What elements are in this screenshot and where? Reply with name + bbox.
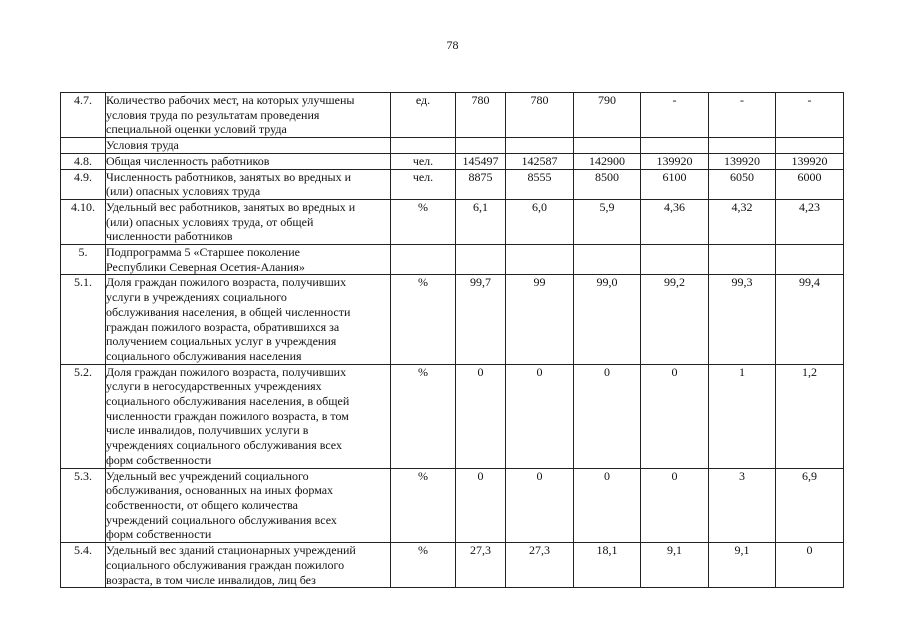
value-cell: - (641, 93, 709, 138)
description-line: социального обслуживания граждан пожилого (106, 557, 345, 572)
unit-cell: чел. (391, 153, 456, 169)
value-cell (456, 138, 506, 154)
value-cell: 780 (456, 93, 506, 138)
value-cell: 8555 (506, 169, 574, 199)
value-cell: - (709, 93, 776, 138)
table-row (61, 275, 844, 364)
value-cell: 27,3 (456, 543, 506, 588)
unit-cell: % (391, 364, 456, 468)
table-row (61, 245, 844, 275)
value-cell: 145497 (456, 153, 506, 169)
row-number-cell (61, 138, 106, 154)
unit-cell (391, 245, 456, 275)
value-cell: 99,4 (776, 275, 844, 364)
description-cell (106, 275, 391, 364)
row-number-cell: 5.4. (61, 543, 106, 588)
value-cell (506, 138, 574, 154)
description-line: Республики Северная Осетия-Алания» (106, 259, 305, 274)
value-cell: 142900 (574, 153, 641, 169)
description-line: социального обслуживания населения, в общей (106, 394, 350, 409)
value-cell: 6100 (641, 169, 709, 199)
value-cell: 5,9 (574, 199, 641, 244)
value-cell: - (776, 93, 844, 138)
value-cell: 0 (776, 543, 844, 588)
unit-cell: % (391, 275, 456, 364)
description-line: граждан пожилого возраста, обратившихся за (106, 319, 340, 334)
description-line: обслуживания, основанных на иных формах (106, 483, 334, 498)
unit-cell: % (391, 468, 456, 543)
table-row (61, 543, 844, 588)
value-cell: 18,1 (574, 543, 641, 588)
unit-cell: ед. (391, 93, 456, 138)
description-line: услуги в негосударственных учреждениях (106, 379, 322, 394)
description-cell (106, 138, 391, 154)
value-cell: 1,2 (776, 364, 844, 468)
value-cell: 0 (456, 364, 506, 468)
row-number-cell: 4.10. (61, 199, 106, 244)
table-row (61, 169, 844, 199)
value-cell (709, 245, 776, 275)
value-cell: 99,2 (641, 275, 709, 364)
description-cell (106, 153, 391, 169)
description-line: форм собственности (106, 527, 212, 542)
value-cell (641, 138, 709, 154)
description-line: численности граждан пожилого возраста, в том (106, 408, 349, 423)
description-line: Подпрограмма 5 «Старшее поколение (106, 245, 300, 260)
unit-cell: % (391, 543, 456, 588)
value-cell: 99,7 (456, 275, 506, 364)
description-line: Общая численность работников (106, 153, 270, 168)
value-cell: 0 (641, 468, 709, 543)
row-number-cell: 5.3. (61, 468, 106, 543)
value-cell: 3 (709, 468, 776, 543)
value-cell (709, 138, 776, 154)
description-line: Численность работников, занятых во вредных и (106, 169, 352, 184)
value-cell: 9,1 (641, 543, 709, 588)
value-cell: 6050 (709, 169, 776, 199)
value-cell: 4,23 (776, 199, 844, 244)
value-cell: 139920 (641, 153, 709, 169)
description-line: учреждений социального обслуживания всех (106, 512, 337, 527)
indicators-table (60, 92, 844, 588)
value-cell: 4,36 (641, 199, 709, 244)
description-line: собственности, от общего количества (106, 497, 298, 512)
value-cell (574, 245, 641, 275)
description-line: (или) опасных условиях труда, от общей (106, 214, 314, 229)
unit-cell (391, 138, 456, 154)
value-cell: 99,3 (709, 275, 776, 364)
description-line: числе инвалидов, получивших услуги в (106, 423, 309, 438)
table-row (61, 93, 844, 138)
description-line: Удельный вес зданий стационарных учреждений (106, 543, 356, 558)
value-cell: 790 (574, 93, 641, 138)
value-cell: 9,1 (709, 543, 776, 588)
description-line: специальной оценки условий труда (106, 122, 287, 137)
table-row (61, 199, 844, 244)
row-number-cell: 5.2. (61, 364, 106, 468)
description-line: социального обслуживания населения (106, 348, 302, 363)
row-number-cell: 5.1. (61, 275, 106, 364)
row-number-cell: 4.7. (61, 93, 106, 138)
table-row (61, 468, 844, 543)
description-cell (106, 468, 391, 543)
description-cell (106, 543, 391, 588)
value-cell: 0 (456, 468, 506, 543)
description-line: получением социальных услуг в учреждения (106, 334, 337, 349)
value-cell: 139920 (776, 153, 844, 169)
page-number: 78 (446, 38, 459, 52)
value-cell (456, 245, 506, 275)
value-cell: 99 (506, 275, 574, 364)
description-line: возраста, в том числе инвалидов, лиц без (106, 572, 316, 587)
value-cell: 0 (506, 468, 574, 543)
description-line: Доля граждан пожилого возраста, получивших (106, 275, 347, 290)
value-cell: 99,0 (574, 275, 641, 364)
value-cell: 142587 (506, 153, 574, 169)
description-cell (106, 169, 391, 199)
value-cell: 8500 (574, 169, 641, 199)
unit-cell: % (391, 199, 456, 244)
value-cell: 27,3 (506, 543, 574, 588)
value-cell: 139920 (709, 153, 776, 169)
description-line: численности работников (106, 229, 233, 244)
table-row (61, 364, 844, 468)
value-cell (574, 138, 641, 154)
value-cell: 0 (506, 364, 574, 468)
description-cell (106, 199, 391, 244)
value-cell: 6,1 (456, 199, 506, 244)
value-cell: 0 (574, 468, 641, 543)
description-line: учреждениях социального обслуживания всех (106, 438, 342, 453)
value-cell: 0 (641, 364, 709, 468)
description-cell (106, 245, 391, 275)
description-cell (106, 93, 391, 138)
value-cell: 6,0 (506, 199, 574, 244)
description-line: обслуживания населения, в общей численности (106, 304, 351, 319)
unit-cell: чел. (391, 169, 456, 199)
row-number-cell: 5. (61, 245, 106, 275)
row-number-cell: 4.8. (61, 153, 106, 169)
value-cell (776, 138, 844, 154)
description-line: Удельный вес учреждений социального (106, 468, 309, 483)
table-row (61, 138, 844, 154)
description-line: услуги в учреждениях социального (106, 290, 287, 305)
table-row (61, 153, 844, 169)
description-cell (106, 364, 391, 468)
row-number-cell: 4.9. (61, 169, 106, 199)
value-cell (506, 245, 574, 275)
value-cell (641, 245, 709, 275)
description-line: Доля граждан пожилого возраста, получивших (106, 364, 347, 379)
description-line: Количество рабочих мест, на которых улучшены (106, 93, 355, 107)
description-line: условия труда по результатам проведения (106, 107, 320, 122)
description-line: форм собственности (106, 452, 212, 467)
table-body (61, 93, 844, 588)
value-cell (776, 245, 844, 275)
value-cell: 6,9 (776, 468, 844, 543)
value-cell: 6000 (776, 169, 844, 199)
value-cell: 780 (506, 93, 574, 138)
value-cell: 8875 (456, 169, 506, 199)
description-line: (или) опасных условиях труда (106, 184, 261, 199)
value-cell: 1 (709, 364, 776, 468)
value-cell: 4,32 (709, 199, 776, 244)
value-cell: 0 (574, 364, 641, 468)
description-line: Условия труда (106, 138, 179, 153)
description-line: Удельный вес работников, занятых во вредных и (106, 199, 356, 214)
